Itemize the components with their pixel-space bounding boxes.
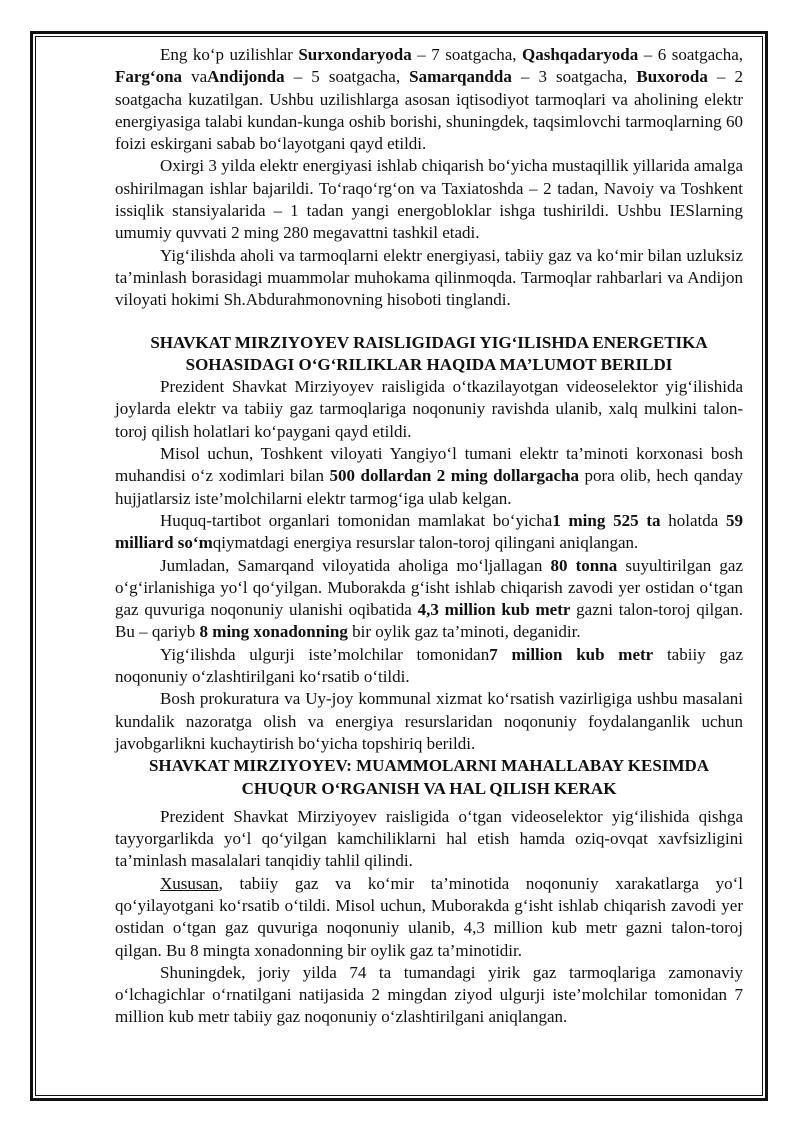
paragraph-illegal-connections: Prezident Shavkat Mirziyoyev raisligida o‘tkazilayotgan videoselektor yig‘ilishida joylarda elektr va tabiiy gaz tarmoqlariga noqonuniy ravishda ulanib, xalq mulkini talon-toroj qilish holatlari ko‘paygani qayd etildi. — [115, 377, 743, 441]
paragraph-energy-production: Oxirgi 3 yilda elektr energiyasi ishlab chiqarish bo‘yicha mustaqillik yillarida amalga oshirilmagan ishlar bajarildi. To‘raqo‘rg‘on va Taxiatoshda – 2 tadan, Navoiy va Toshkent issiqlik stansiyalarida – 1 tadan yangi energobloklar ishga tushirildi. Ushbu IESlarning umumiy quvvati 2 ming 280 megavattni tashkil etadi. — [115, 156, 743, 243]
paragraph-winter-preparation: Prezident Shavkat Mirziyoyev raisligida o‘tgan videoselektor yig‘ilishida qishga tayyorgarlikda yo‘l qo‘yilgan kamchiliklarni hal etish hamda oziq-ovqat xavfsizligini ta’minlash masalalari tanqidiy tahlil qilindi. — [115, 806, 743, 871]
region-fargona: Farg‘ona — [115, 67, 183, 87]
heading-energy-theft: SHAVKAT MIRZIYOYEV RAISLIGIDAGI YIG‘ILISHDA ENERGETIKA SOHASIDAGI O‘G‘RILIKLAR HAQIDA MA’LUMOT BERILDI — [150, 332, 708, 374]
region-qashqadaryo: Qashqadaryoda — [522, 45, 639, 64]
heading-mahalla-problems: SHAVKAT MIRZIYOYEV: MUAMMOLARNI MAHALLABAY KESIMDA CHUQUR O‘RGANISH VA HAL QILISH KERAK — [148, 756, 710, 798]
region-buxoro: Buxoroda — [636, 67, 708, 87]
paragraph-prosecutor-task: Bosh prokuratura va Uy-joy kommunal xizmat ko‘rsatish vazirligiga ushbu masalani kundalik nazoratga olish va energiya resurslaridan noqonuniy foydalanganlik uchun javobgarlikni kuchaytirish bo‘yicha topshiriq berildi. — [115, 689, 743, 753]
paragraph-law-enforcement: Huquq-tartibot organlari tomonidan mamlakat bo‘yicha1 ming 525 ta holatda 59 milliard so‘mqiymatdagi energiya resurslar talon-toroj qilingani aniqlangan. — [115, 510, 743, 553]
region-samarqand: Samarqandda — [409, 67, 512, 87]
document-body — [115, 44, 743, 1029]
paragraph-muborak-gas: Xususan, tabiiy gaz va ko‘mir ta’minotida noqonuniy xarakatlarga yo‘l qo‘yilayotgani ko‘rsatib o‘tildi. Misol uchun, Muborakda g‘isht ishlab chiqarish zavodi yer ostidan o‘tgan gaz quvuriga noqonuniy ulanib, 4,3 million kub metr gazni talon-toroj qilgan. Bu 8 mingta xonadonning bir oylik gaz ta’minotidir. — [115, 873, 743, 960]
region-surxondaryo: Surxondaryoda — [298, 45, 412, 64]
region-andijon: Andijonda — [207, 67, 285, 87]
paragraph-wholesale-consumers: Yig‘ilishda ulgurji iste’molchilar tomonidan7 million kub metr tabiiy gaz noqonuniy o‘zlashtirilgani ko‘rsatib o‘tildi. — [115, 644, 743, 687]
paragraph-meeting-discussion: Yig‘ilishda aholi va tarmoqlarni elektr energiyasi, tabiiy gaz va ko‘mir bilan uzluksiz ta’minlash borasidagi muammolar muhokama qilinmoqda. Tarmoqlar rahbarlari va Andijon viloyati hokimi Sh.Abdurahmonovning hisoboti tinglandi. — [115, 245, 743, 310]
paragraph-outages: Eng ko‘p uzilishlar Surxondaryoda – 7 soatgacha, Qashqadaryoda – 6 soatgacha, Farg‘ona vaAndijonda – 5 soatgacha, Samarqandda – 3 soatgacha, Buxoroda – 2 soatgacha kuzatilgan. Ushbu uzilishlarga asosan iqtisodiyot tarmoqlari va aholining elektr energiyasiga talabi kundan-kunga oshib borishi, shuningdek, taqsimlovchi tarmoqlarning 60 foizi eskirgani sabab bo‘layotgani qayd etildi. — [115, 45, 743, 154]
paragraph-yangiyol-example: Misol uchun, Toshkent viloyati Yangiyo‘l tumani elektr ta’minoti korxonasi bosh muhandisi o‘z xodimlari bilan 500 dollardan 2 ming dollargacha pora olib, hech qanday hujjatlarsiz iste’molchilarni elektr tarmog‘iga ulab kelgan. — [115, 444, 743, 508]
paragraph-gas-meters: Shuningdek, joriy yilda 74 ta tumandagi yirik gaz tarmoqlariga zamonaviy o‘lchagichlar o‘rnatilgani natijasida 2 mingdan ziyod ulgurji iste’molchilar tomonidan 7 million kub metr tabiiy gaz noqonuniy o‘zlashtirilgani aniqlangan. — [115, 962, 743, 1027]
paragraph-samarqand-gas: Jumladan, Samarqand viloyatida aholiga mo‘ljallagan 80 tonna suyultirilgan gaz o‘g‘irlanishiga yo‘l qo‘yilgan. Muborakda g‘isht ishlab chiqarish zavodi yer ostidan o‘tgan gaz quvuriga noqonuniy ulanishi oqibatida 4,3 million kub metr gazni talon-toroj qilgan. Bu – qariyb 8 ming xonadonning bir oylik gaz ta’minoti, deganidir. — [115, 555, 744, 642]
